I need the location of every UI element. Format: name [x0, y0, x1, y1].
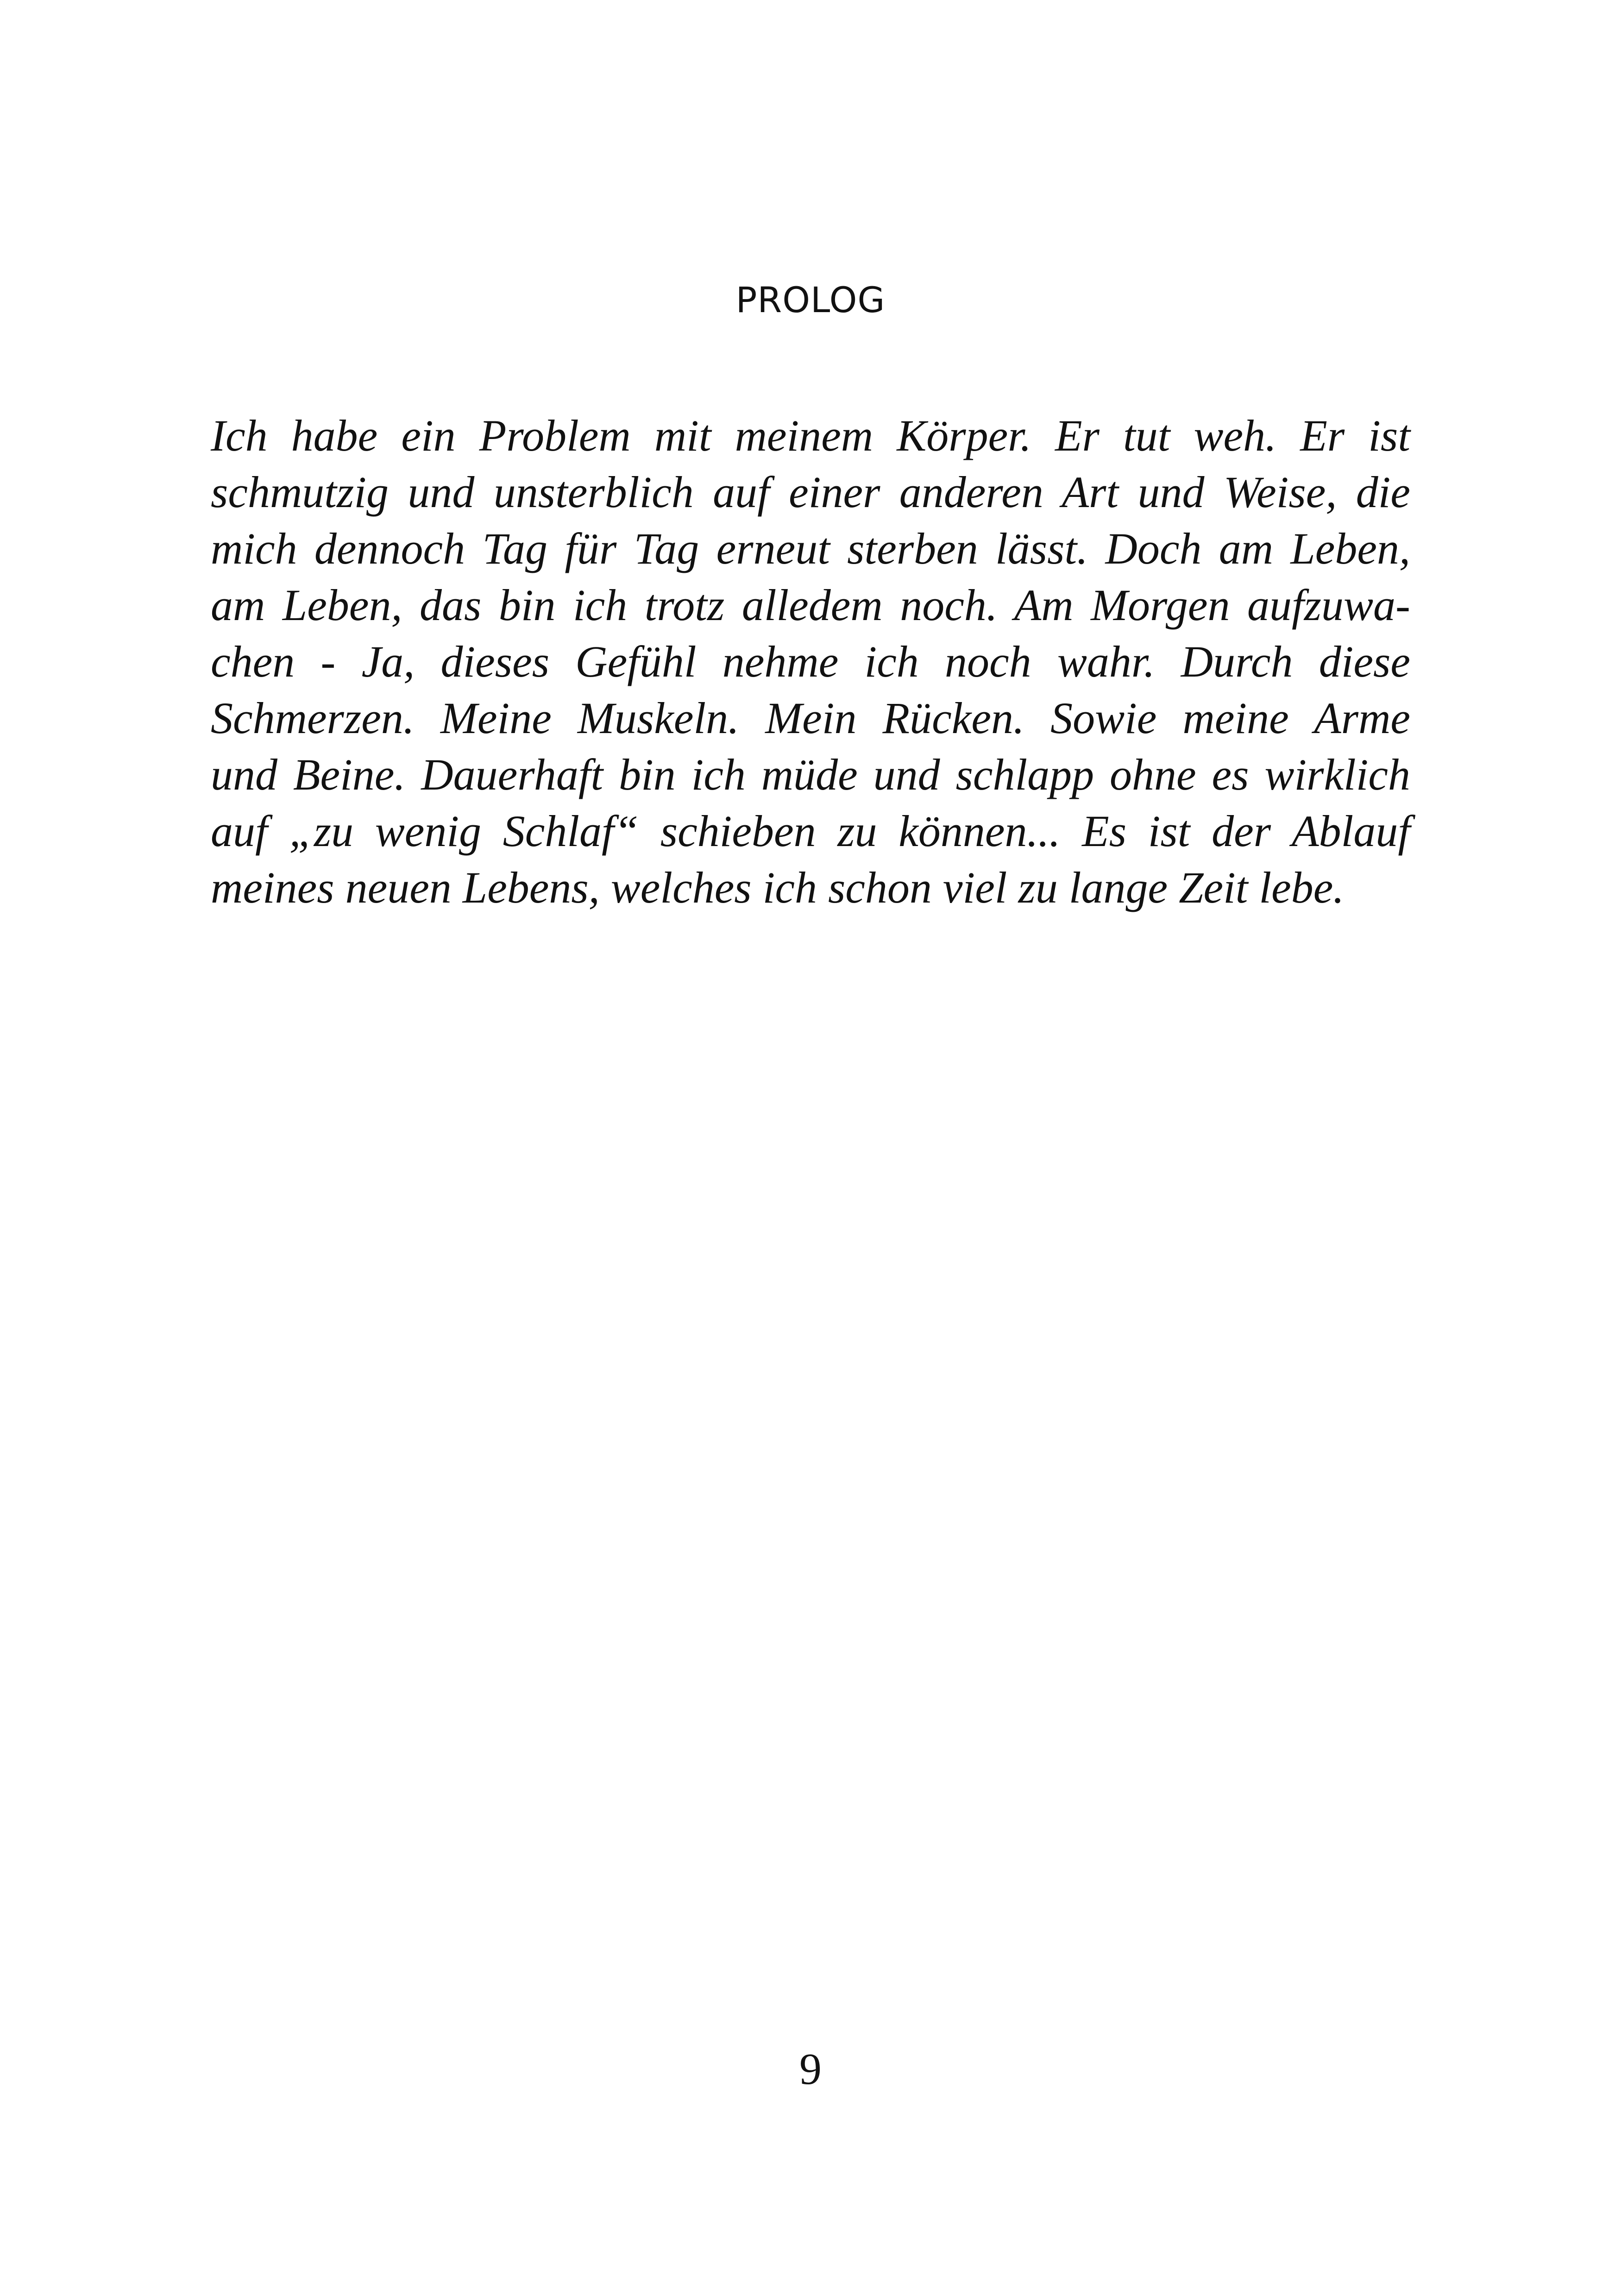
- chapter-heading: PROLOG: [735, 279, 886, 320]
- paragraph-line: meines neuen Lebens, welches ich schon viel zu lange Zeit lebe.: [211, 863, 1345, 912]
- prologue-paragraph: [211, 408, 1410, 916]
- paragraph-line: Schmerzen. Meine Muskeln. Mein Rücken. Sowie meine Arme: [211, 693, 1410, 743]
- paragraph-line: schmutzig und unsterblich auf einer anderen Art und Weise, die: [211, 467, 1410, 517]
- paragraph-line: auf „zu wenig Schlaf“ schieben zu können... Es ist der Ablauf: [211, 806, 1410, 856]
- paragraph-line: am Leben, das bin ich trotz alledem noch. Am Morgen aufzuwa-: [211, 580, 1410, 630]
- paragraph-line: und Beine. Dauerhaft bin ich müde und schlapp ohne es wirklich: [211, 750, 1410, 799]
- paragraph-line: Ich habe ein Problem mit meinem Körper. Er tut weh. Er ist: [211, 411, 1410, 460]
- paragraph-line: chen - Ja, dieses Gefühl nehme ich noch wahr. Durch diese: [211, 637, 1410, 686]
- paragraph-line: mich dennoch Tag für Tag erneut sterben lässt. Doch am Leben,: [211, 524, 1410, 573]
- page-number: 9: [799, 2044, 822, 2094]
